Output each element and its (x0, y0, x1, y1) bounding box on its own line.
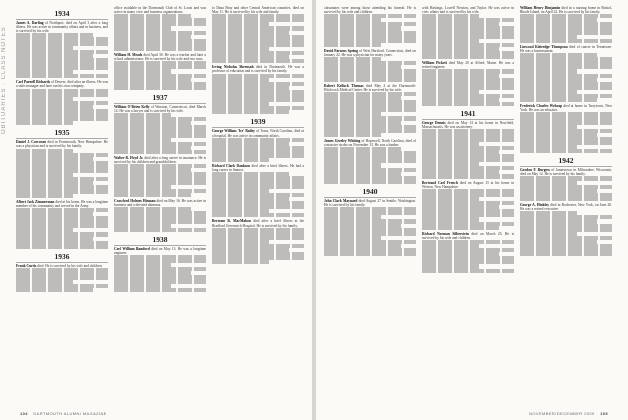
obituary-text: of West Hartford, Connecticut, died on January 22. He was a physician for many years. (324, 48, 416, 58)
obituary-text: of Northport, died on April 3 after a long illness. He was active in community affairs and in business, and is survived by his wife. (16, 21, 108, 34)
body-text-line (324, 180, 416, 184)
obituary-text: died August 27 in Seattle, Washington. He is survived by his family. (324, 198, 416, 208)
obituary-entry (114, 156, 206, 197)
publication-name: DARTMOUTH ALUMNI MAGAZINE (33, 411, 107, 416)
obituary-text: died April 30. He was a teacher and later a school administrator. He is survived by his wife and two sons. (114, 53, 206, 62)
text-column-6 (520, 6, 612, 258)
body-text-line (324, 43, 381, 47)
obituary-entry (422, 232, 514, 273)
obituary-entry (324, 139, 416, 184)
obituary-text: died on May 13. He was a longtime engineer. (114, 246, 206, 255)
obituary-entry (114, 247, 206, 292)
obituary-text: died in Portsmouth, New Hampshire. He was a physician and is survived by his family. (16, 140, 108, 149)
class-year-heading: 1939 (212, 118, 304, 128)
obituary-text: to Dana Bray and other Central American countries, died on May 11. He is survived by his wife and family. (212, 6, 304, 15)
body-text-line (16, 121, 73, 125)
right-page-number: 105 (600, 411, 608, 416)
obituary-name: David Parsons Spring (324, 48, 358, 53)
body-text-line (422, 226, 499, 230)
body-text-line (16, 288, 93, 292)
left-page-number: 104 (20, 411, 28, 416)
obituary-entry (16, 21, 108, 78)
obituary-entry (324, 84, 416, 137)
body-text-line (16, 194, 73, 198)
text-column-4 (324, 6, 416, 258)
body-text-line (422, 55, 514, 59)
class-year-heading: 1936 (16, 253, 108, 263)
body-text-line (114, 47, 206, 51)
obituary-text: died at his home. He was a longtime member of his community and served in the Army. (16, 199, 108, 208)
body-text-line (114, 86, 206, 90)
obituary-name: James Greeley Whiting (324, 138, 361, 143)
obituary-entry (324, 199, 416, 256)
body-text-line (520, 197, 612, 201)
obituary-text: died on March 25. He is survived by his wife and children. (422, 231, 514, 240)
obituary-name: George William 'Ice' Bailey (212, 129, 255, 134)
obituary-name: William Pickett (422, 61, 447, 66)
obituary-entry (212, 65, 304, 114)
body-text-line (324, 252, 416, 256)
obituary-text: died. He is survived by his wife and children. (37, 263, 103, 268)
obituary-entry (520, 45, 612, 102)
obituary-text: died in Rochester, New York, on June 20. He was a retired executive. (520, 203, 612, 212)
body-text-line (114, 228, 206, 232)
left-page (0, 0, 312, 420)
obituary-name: John Clark Maynard (324, 198, 358, 203)
body-text-line (520, 252, 612, 256)
body-text-line (324, 78, 416, 82)
obituary-text: classmates were among those attending his funeral. He is survived by his wife and children. (324, 6, 416, 15)
obituary-name: George A. Hinkley (520, 203, 550, 208)
class-year-heading: 1942 (520, 157, 612, 167)
body-text-line (212, 59, 304, 63)
obituary-entry (520, 6, 612, 43)
obituary-text: of Toms, North Carolina, died at a hospital. He was active in community affairs. (212, 129, 304, 138)
obituary-name: Irving Nicholas Shrensah (212, 65, 254, 70)
obituary-text: died after a long career in insurance. He is survived by his children and grandchildren. (114, 156, 206, 165)
body-text-line (422, 269, 514, 273)
obituary-entry (324, 6, 416, 47)
text-column-3 (212, 6, 304, 266)
obituary-text: died on May 14 at his home in Newfield, Massachusetts. He was an attorney. (422, 121, 514, 130)
obituary-name: Frank Curtis (16, 263, 37, 268)
body-text-line (422, 102, 514, 106)
obituary-text: died in a nursing home in Bristol, Rhode Island, on April 22. He is survived by his family. (520, 6, 612, 15)
obituary-entry (422, 6, 514, 59)
obituary-name: Richard Clark Dankson (212, 164, 251, 169)
obituary-name: Daniel J. Corcoran (16, 140, 47, 145)
issue-date: NOVEMBER/DECEMBER 2000 (529, 411, 595, 416)
obituary-entry (422, 121, 514, 178)
obituary-name: William Henry Dimjamin (520, 6, 561, 10)
right-page (316, 0, 628, 420)
obituary-entry (212, 129, 304, 162)
left-footer (16, 411, 107, 416)
obituary-name: Robert Kellock Thomas (324, 83, 364, 88)
obituary-entry (212, 164, 304, 217)
obituary-entry (114, 53, 206, 90)
body-text-line (16, 245, 108, 249)
obituary-name: Walter R. Heyd Jr. (114, 156, 144, 160)
obituary-name: George Dennis (422, 121, 446, 126)
body-text-line (520, 149, 612, 153)
obituary-text: of Hopewell, North Carolina, died of a massive stroke on November 13. He was a banker. (324, 138, 416, 147)
obituary-text: of Denver, died after an illness. He was a sales manager and later ran his own company. (16, 80, 108, 89)
obituary-text: died in Dartmouth. He was a professor of education and is survived by his family. (212, 65, 304, 74)
obituary-name: William O'Brien Kelly (114, 104, 150, 109)
body-text-line (520, 39, 612, 43)
body-text-line (212, 260, 269, 264)
obituary-name: Albert Jack Zimmerman (16, 199, 55, 204)
obituary-name: William H. Meads (114, 53, 143, 58)
obituary-entry (212, 219, 304, 264)
obituary-entry (520, 203, 612, 256)
obituary-entry (324, 49, 416, 82)
obituary-text: died May 4 at the Dartmouth-Hitchcock Medical Center. He is survived by his wife. (324, 83, 416, 92)
body-text-line (422, 174, 514, 178)
obituary-entry (16, 140, 108, 197)
obituary-name: Gordon F. Burgess (520, 168, 550, 173)
right-footer (529, 411, 612, 416)
obituary-entry (114, 6, 206, 51)
obituary-text: died May 20 at Alfred, Maine. He was a retired engineer. (422, 61, 514, 70)
class-year-heading: 1941 (422, 110, 514, 120)
obituary-entry (16, 200, 108, 249)
class-year-heading: 1934 (16, 10, 108, 20)
body-text-line (114, 150, 206, 154)
obituary-name: Bertram R. MacMahon (212, 219, 251, 224)
body-text-line (520, 98, 597, 102)
section-label: OBITUARIES · CLASS NOTES (1, 26, 7, 134)
obituary-text: died on May 16. He was active in business and a devoted alumnus. (114, 198, 206, 208)
body-text-line (212, 110, 289, 114)
body-text-line (324, 133, 381, 137)
body-text-line (114, 288, 206, 292)
obituary-text: died at home in Tarrytown, New York. He was an educator. (520, 104, 612, 113)
text-column-2 (114, 6, 206, 294)
text-column-5 (422, 6, 514, 275)
obituary-name: Crawford Holmes Hinman (114, 198, 156, 203)
body-text-line (212, 213, 304, 217)
obituary-text: died after a brief illness. He had a long career in finance. (212, 164, 304, 173)
obituary-entry (114, 199, 206, 232)
body-text-line (16, 74, 108, 78)
obituary-text: died after a brief illness at the Bradford Greenwich Hospital. He is survived by his family. (212, 219, 304, 228)
obituary-entry (422, 61, 514, 106)
class-year-heading: 1935 (16, 129, 108, 139)
obituary-name: Carl Parnell Richards (16, 80, 51, 85)
obituary-text: of Jamestown in Milwaukee, Wisconsin, died on May 12. He is survived by his family. (520, 168, 612, 177)
obituary-entry (422, 181, 514, 230)
obituary-name: Bertrand Carl French (422, 180, 458, 185)
class-year-heading: 1937 (114, 94, 206, 104)
obituary-entry (16, 80, 108, 125)
obituary-entry (520, 104, 612, 153)
text-column-1 (16, 6, 108, 294)
obituary-entry (16, 264, 108, 293)
obituary-name: Carl William Bamford (114, 246, 150, 251)
obituary-text: died on August 15 at his home in Weston, New Hampshire. (422, 180, 514, 189)
obituary-name: James A. Darling (16, 21, 44, 25)
obituary-name: Frederick Charles Wehrap (520, 104, 563, 109)
obituary-text: of Winston, Connecticut, died March 14. He was a lawyer and is survived by his wife. (114, 104, 206, 113)
class-year-heading: 1940 (324, 188, 416, 198)
body-text-line (114, 193, 191, 197)
obituary-text: with Hastings, Lowell Newton, and Taylor. He was active in civic affairs and is survived by his wife. (422, 6, 514, 15)
obituary-name: Richard Norman Silberstein (422, 231, 469, 236)
obituary-entry (212, 6, 304, 63)
obituary-text: office available in the Dartmouth Club of St. Louis and was active in many civic and business organizations. (114, 6, 206, 15)
obituary-entry (114, 105, 206, 154)
body-text-line (212, 158, 269, 162)
section-tab (0, 20, 12, 140)
class-year-heading: 1938 (114, 236, 206, 246)
obituary-text: died of cancer in Tennessee. He was a businessman. (520, 44, 612, 53)
obituary-entry (520, 168, 612, 201)
obituary-name: Linwood Kittredge Thompson (520, 44, 568, 49)
